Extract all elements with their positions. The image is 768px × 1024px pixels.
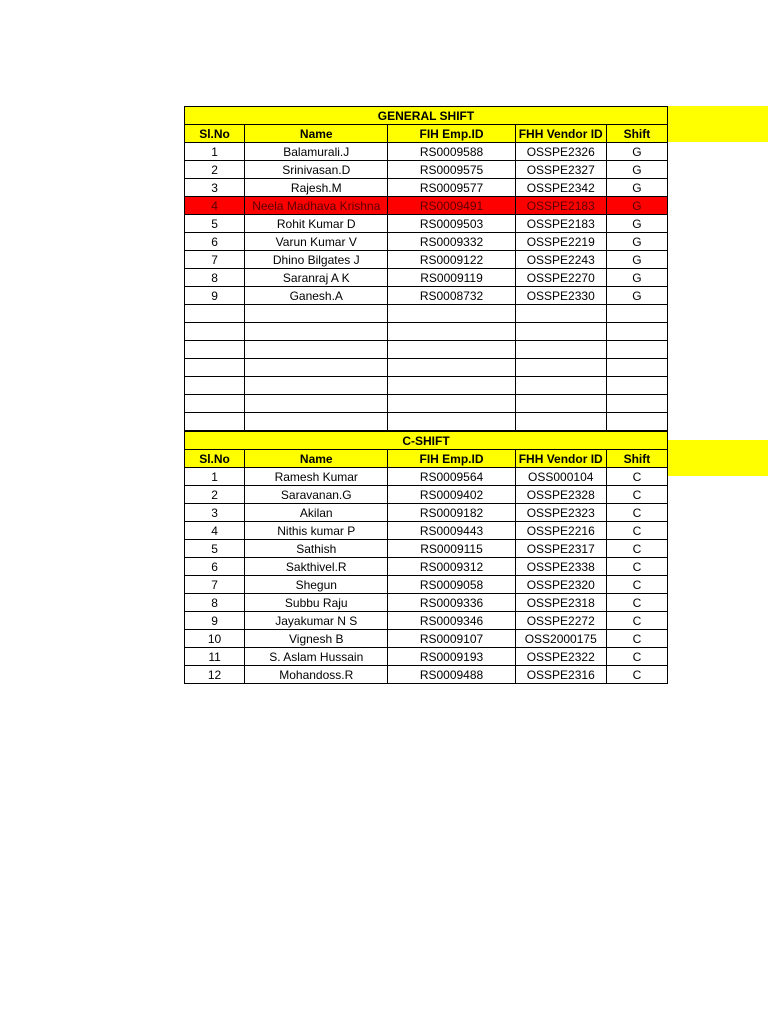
- header-shift: Shift: [606, 125, 667, 143]
- empty-cell[interactable]: [388, 341, 515, 359]
- empty-row: [185, 377, 668, 395]
- yellow-strip-general-head: [668, 124, 768, 142]
- cell-fih-emp-id[interactable]: RS0009312: [388, 558, 515, 576]
- cell-name[interactable]: Subbu Raju: [245, 594, 388, 612]
- yellow-strip-cshift-head: [668, 458, 768, 476]
- header-shift: Shift: [606, 450, 667, 468]
- empty-cell[interactable]: [388, 305, 515, 323]
- cell-name[interactable]: Sakthivel.R: [245, 558, 388, 576]
- empty-row: [185, 341, 668, 359]
- cell-fhh-vendor-id[interactable]: OSSPE2183: [515, 197, 606, 215]
- cell-shift[interactable]: C: [606, 522, 667, 540]
- cell-fih-emp-id[interactable]: RS0009588: [388, 143, 515, 161]
- cell-fih-emp-id[interactable]: RS0009193: [388, 648, 515, 666]
- empty-cell[interactable]: [245, 359, 388, 377]
- general-shift-header-row: [185, 125, 668, 143]
- cell-shift[interactable]: C: [606, 648, 667, 666]
- cell-slno[interactable]: 8: [185, 594, 245, 612]
- cell-name[interactable]: Ganesh.A: [245, 287, 388, 305]
- table-row: [185, 251, 668, 269]
- header-fih-emp-id: FIH Emp.ID: [388, 450, 515, 468]
- cell-fih-emp-id[interactable]: RS0009107: [388, 630, 515, 648]
- cell-name[interactable]: Neela Madhava Krishna: [245, 197, 388, 215]
- cell-fhh-vendor-id[interactable]: OSSPE2318: [515, 594, 606, 612]
- table-row: [185, 630, 668, 648]
- cell-fhh-vendor-id[interactable]: OSSPE2272: [515, 612, 606, 630]
- header-name: Name: [245, 450, 388, 468]
- empty-cell[interactable]: [515, 377, 606, 395]
- general-shift-table: [184, 106, 668, 431]
- cell-slno[interactable]: 10: [185, 630, 245, 648]
- cell-name[interactable]: Varun Kumar V: [245, 233, 388, 251]
- cell-shift[interactable]: C: [606, 576, 667, 594]
- table-row: [185, 143, 668, 161]
- cell-name[interactable]: Ramesh Kumar: [245, 468, 388, 486]
- cell-shift[interactable]: C: [606, 540, 667, 558]
- empty-cell[interactable]: [185, 323, 245, 341]
- header-fih-emp-id: FIH Emp.ID: [388, 125, 515, 143]
- c-shift-header-row: [185, 450, 668, 468]
- header-slno: Sl.No: [185, 125, 245, 143]
- cell-slno[interactable]: 9: [185, 612, 245, 630]
- empty-cell[interactable]: [388, 359, 515, 377]
- cell-fhh-vendor-id[interactable]: OSSPE2219: [515, 233, 606, 251]
- cell-fhh-vendor-id[interactable]: OSS2000175: [515, 630, 606, 648]
- cell-shift[interactable]: C: [606, 612, 667, 630]
- cell-fhh-vendor-id[interactable]: OSSPE2243: [515, 251, 606, 269]
- cell-fih-emp-id[interactable]: RS0009115: [388, 540, 515, 558]
- empty-row: [185, 305, 668, 323]
- cell-fih-emp-id[interactable]: RS0009577: [388, 179, 515, 197]
- table-row: [185, 197, 668, 215]
- cell-slno[interactable]: 7: [185, 576, 245, 594]
- cell-name[interactable]: Sathish: [245, 540, 388, 558]
- cell-shift[interactable]: G: [606, 251, 667, 269]
- empty-row: [185, 359, 668, 377]
- cell-slno[interactable]: 6: [185, 558, 245, 576]
- cell-fhh-vendor-id[interactable]: OSSPE2183: [515, 215, 606, 233]
- cell-slno[interactable]: 9: [185, 287, 245, 305]
- empty-cell[interactable]: [185, 377, 245, 395]
- cell-fhh-vendor-id[interactable]: OSSPE2320: [515, 576, 606, 594]
- cell-name[interactable]: Shegun: [245, 576, 388, 594]
- table-row: [185, 576, 668, 594]
- cell-fih-emp-id[interactable]: RS0009332: [388, 233, 515, 251]
- cell-fhh-vendor-id[interactable]: OSSPE2216: [515, 522, 606, 540]
- table-row: [185, 558, 668, 576]
- c-shift-table: [184, 431, 668, 684]
- empty-cell[interactable]: [606, 395, 667, 413]
- empty-cell[interactable]: [185, 359, 245, 377]
- empty-cell[interactable]: [606, 359, 667, 377]
- header-slno: Sl.No: [185, 450, 245, 468]
- table-row: [185, 215, 668, 233]
- cell-fih-emp-id[interactable]: RS0008732: [388, 287, 515, 305]
- empty-cell[interactable]: [515, 341, 606, 359]
- cell-shift[interactable]: G: [606, 215, 667, 233]
- cell-shift[interactable]: G: [606, 287, 667, 305]
- cell-shift[interactable]: G: [606, 269, 667, 287]
- empty-cell[interactable]: [388, 323, 515, 341]
- cell-slno[interactable]: 4: [185, 197, 245, 215]
- cell-slno[interactable]: 2: [185, 486, 245, 504]
- empty-cell[interactable]: [606, 323, 667, 341]
- cell-slno[interactable]: 1: [185, 143, 245, 161]
- c-shift-title: C-SHIFT: [185, 432, 668, 450]
- empty-cell[interactable]: [245, 413, 388, 431]
- table-row: [185, 522, 668, 540]
- cell-slno[interactable]: 5: [185, 540, 245, 558]
- table-row: [185, 179, 668, 197]
- table-row: [185, 233, 668, 251]
- empty-cell[interactable]: [388, 395, 515, 413]
- cell-fih-emp-id[interactable]: RS0009564: [388, 468, 515, 486]
- cell-slno[interactable]: 3: [185, 179, 245, 197]
- empty-cell[interactable]: [388, 377, 515, 395]
- empty-cell[interactable]: [185, 305, 245, 323]
- spreadsheet: [184, 106, 668, 684]
- cell-fih-emp-id[interactable]: RS0009346: [388, 612, 515, 630]
- cell-fhh-vendor-id[interactable]: OSSPE2330: [515, 287, 606, 305]
- cell-name[interactable]: Saravanan.G: [245, 486, 388, 504]
- cell-name[interactable]: Saranraj A K: [245, 269, 388, 287]
- cell-slno[interactable]: 5: [185, 215, 245, 233]
- cell-shift[interactable]: G: [606, 197, 667, 215]
- cell-slno[interactable]: 12: [185, 666, 245, 684]
- cell-name[interactable]: Akilan: [245, 504, 388, 522]
- empty-cell[interactable]: [185, 395, 245, 413]
- cell-name[interactable]: Mohandoss.R: [245, 666, 388, 684]
- cell-slno[interactable]: 4: [185, 522, 245, 540]
- empty-cell[interactable]: [606, 341, 667, 359]
- cell-slno[interactable]: 11: [185, 648, 245, 666]
- cell-name[interactable]: Jayakumar N S: [245, 612, 388, 630]
- yellow-strip-general: [668, 106, 768, 124]
- empty-cell[interactable]: [245, 341, 388, 359]
- cell-fhh-vendor-id[interactable]: OSSPE2322: [515, 648, 606, 666]
- cell-slno[interactable]: 7: [185, 251, 245, 269]
- cell-slno[interactable]: 6: [185, 233, 245, 251]
- header-name: Name: [245, 125, 388, 143]
- table-row: [185, 666, 668, 684]
- table-row: [185, 504, 668, 522]
- cell-name[interactable]: S. Aslam Hussain: [245, 648, 388, 666]
- cell-fih-emp-id[interactable]: RS0009119: [388, 269, 515, 287]
- empty-cell[interactable]: [606, 377, 667, 395]
- cell-fhh-vendor-id[interactable]: OSSPE2328: [515, 486, 606, 504]
- table-row: [185, 594, 668, 612]
- table-row: [185, 269, 668, 287]
- cell-name[interactable]: Rajesh.M: [245, 179, 388, 197]
- cell-fih-emp-id[interactable]: RS0009336: [388, 594, 515, 612]
- empty-cell[interactable]: [515, 359, 606, 377]
- empty-cell[interactable]: [606, 413, 667, 431]
- cell-slno[interactable]: 8: [185, 269, 245, 287]
- cell-name[interactable]: Balamurali.J: [245, 143, 388, 161]
- cell-shift[interactable]: C: [606, 486, 667, 504]
- cell-fih-emp-id[interactable]: RS0009182: [388, 504, 515, 522]
- cell-fhh-vendor-id[interactable]: OSSPE2270: [515, 269, 606, 287]
- cell-slno[interactable]: 3: [185, 504, 245, 522]
- cell-name[interactable]: Vignesh B: [245, 630, 388, 648]
- cell-shift[interactable]: G: [606, 233, 667, 251]
- empty-row: [185, 323, 668, 341]
- table-row: [185, 648, 668, 666]
- cell-shift[interactable]: C: [606, 630, 667, 648]
- cell-fih-emp-id[interactable]: RS0009402: [388, 486, 515, 504]
- general-shift-title: GENERAL SHIFT: [185, 107, 668, 125]
- cell-fih-emp-id[interactable]: RS0009443: [388, 522, 515, 540]
- cell-shift[interactable]: G: [606, 161, 667, 179]
- empty-cell[interactable]: [606, 305, 667, 323]
- header-fhh-vendor-id: FHH Vendor ID: [515, 125, 606, 143]
- empty-cell[interactable]: [245, 395, 388, 413]
- cell-fih-emp-id[interactable]: RS0009575: [388, 161, 515, 179]
- cell-fhh-vendor-id[interactable]: OSS000104: [515, 468, 606, 486]
- cell-fih-emp-id[interactable]: RS0009488: [388, 666, 515, 684]
- empty-row: [185, 413, 668, 431]
- cell-fhh-vendor-id[interactable]: OSSPE2342: [515, 179, 606, 197]
- cell-fih-emp-id[interactable]: RS0009491: [388, 197, 515, 215]
- table-row: [185, 612, 668, 630]
- yellow-strip-cshift: [668, 440, 768, 458]
- cell-slno[interactable]: 1: [185, 468, 245, 486]
- cell-fhh-vendor-id[interactable]: OSSPE2338: [515, 558, 606, 576]
- cell-name[interactable]: Srinivasan.D: [245, 161, 388, 179]
- cell-name[interactable]: Nithis kumar P: [245, 522, 388, 540]
- empty-cell[interactable]: [388, 413, 515, 431]
- empty-cell[interactable]: [185, 341, 245, 359]
- empty-cell[interactable]: [515, 413, 606, 431]
- empty-cell[interactable]: [515, 395, 606, 413]
- empty-cell[interactable]: [245, 323, 388, 341]
- empty-cell[interactable]: [245, 377, 388, 395]
- cell-fhh-vendor-id[interactable]: OSSPE2327: [515, 161, 606, 179]
- table-row: [185, 540, 668, 558]
- table-row: [185, 486, 668, 504]
- empty-cell[interactable]: [245, 305, 388, 323]
- cell-fhh-vendor-id[interactable]: OSSPE2326: [515, 143, 606, 161]
- cell-fhh-vendor-id[interactable]: OSSPE2323: [515, 504, 606, 522]
- table-row: [185, 468, 668, 486]
- cell-fih-emp-id[interactable]: RS0009503: [388, 215, 515, 233]
- table-row: [185, 287, 668, 305]
- cell-shift[interactable]: C: [606, 666, 667, 684]
- cell-shift[interactable]: C: [606, 558, 667, 576]
- empty-row: [185, 395, 668, 413]
- cell-name[interactable]: Dhino Bilgates J: [245, 251, 388, 269]
- cell-shift[interactable]: C: [606, 468, 667, 486]
- cell-fih-emp-id[interactable]: RS0009122: [388, 251, 515, 269]
- table-row: [185, 161, 668, 179]
- cell-slno[interactable]: 2: [185, 161, 245, 179]
- cell-fih-emp-id[interactable]: RS0009058: [388, 576, 515, 594]
- cell-fhh-vendor-id[interactable]: OSSPE2317: [515, 540, 606, 558]
- cell-shift[interactable]: C: [606, 504, 667, 522]
- empty-cell[interactable]: [515, 323, 606, 341]
- cell-shift[interactable]: G: [606, 179, 667, 197]
- empty-cell[interactable]: [185, 413, 245, 431]
- cell-name[interactable]: Rohit Kumar D: [245, 215, 388, 233]
- cell-shift[interactable]: C: [606, 594, 667, 612]
- cell-shift[interactable]: G: [606, 143, 667, 161]
- empty-cell[interactable]: [515, 305, 606, 323]
- cell-fhh-vendor-id[interactable]: OSSPE2316: [515, 666, 606, 684]
- header-fhh-vendor-id: FHH Vendor ID: [515, 450, 606, 468]
